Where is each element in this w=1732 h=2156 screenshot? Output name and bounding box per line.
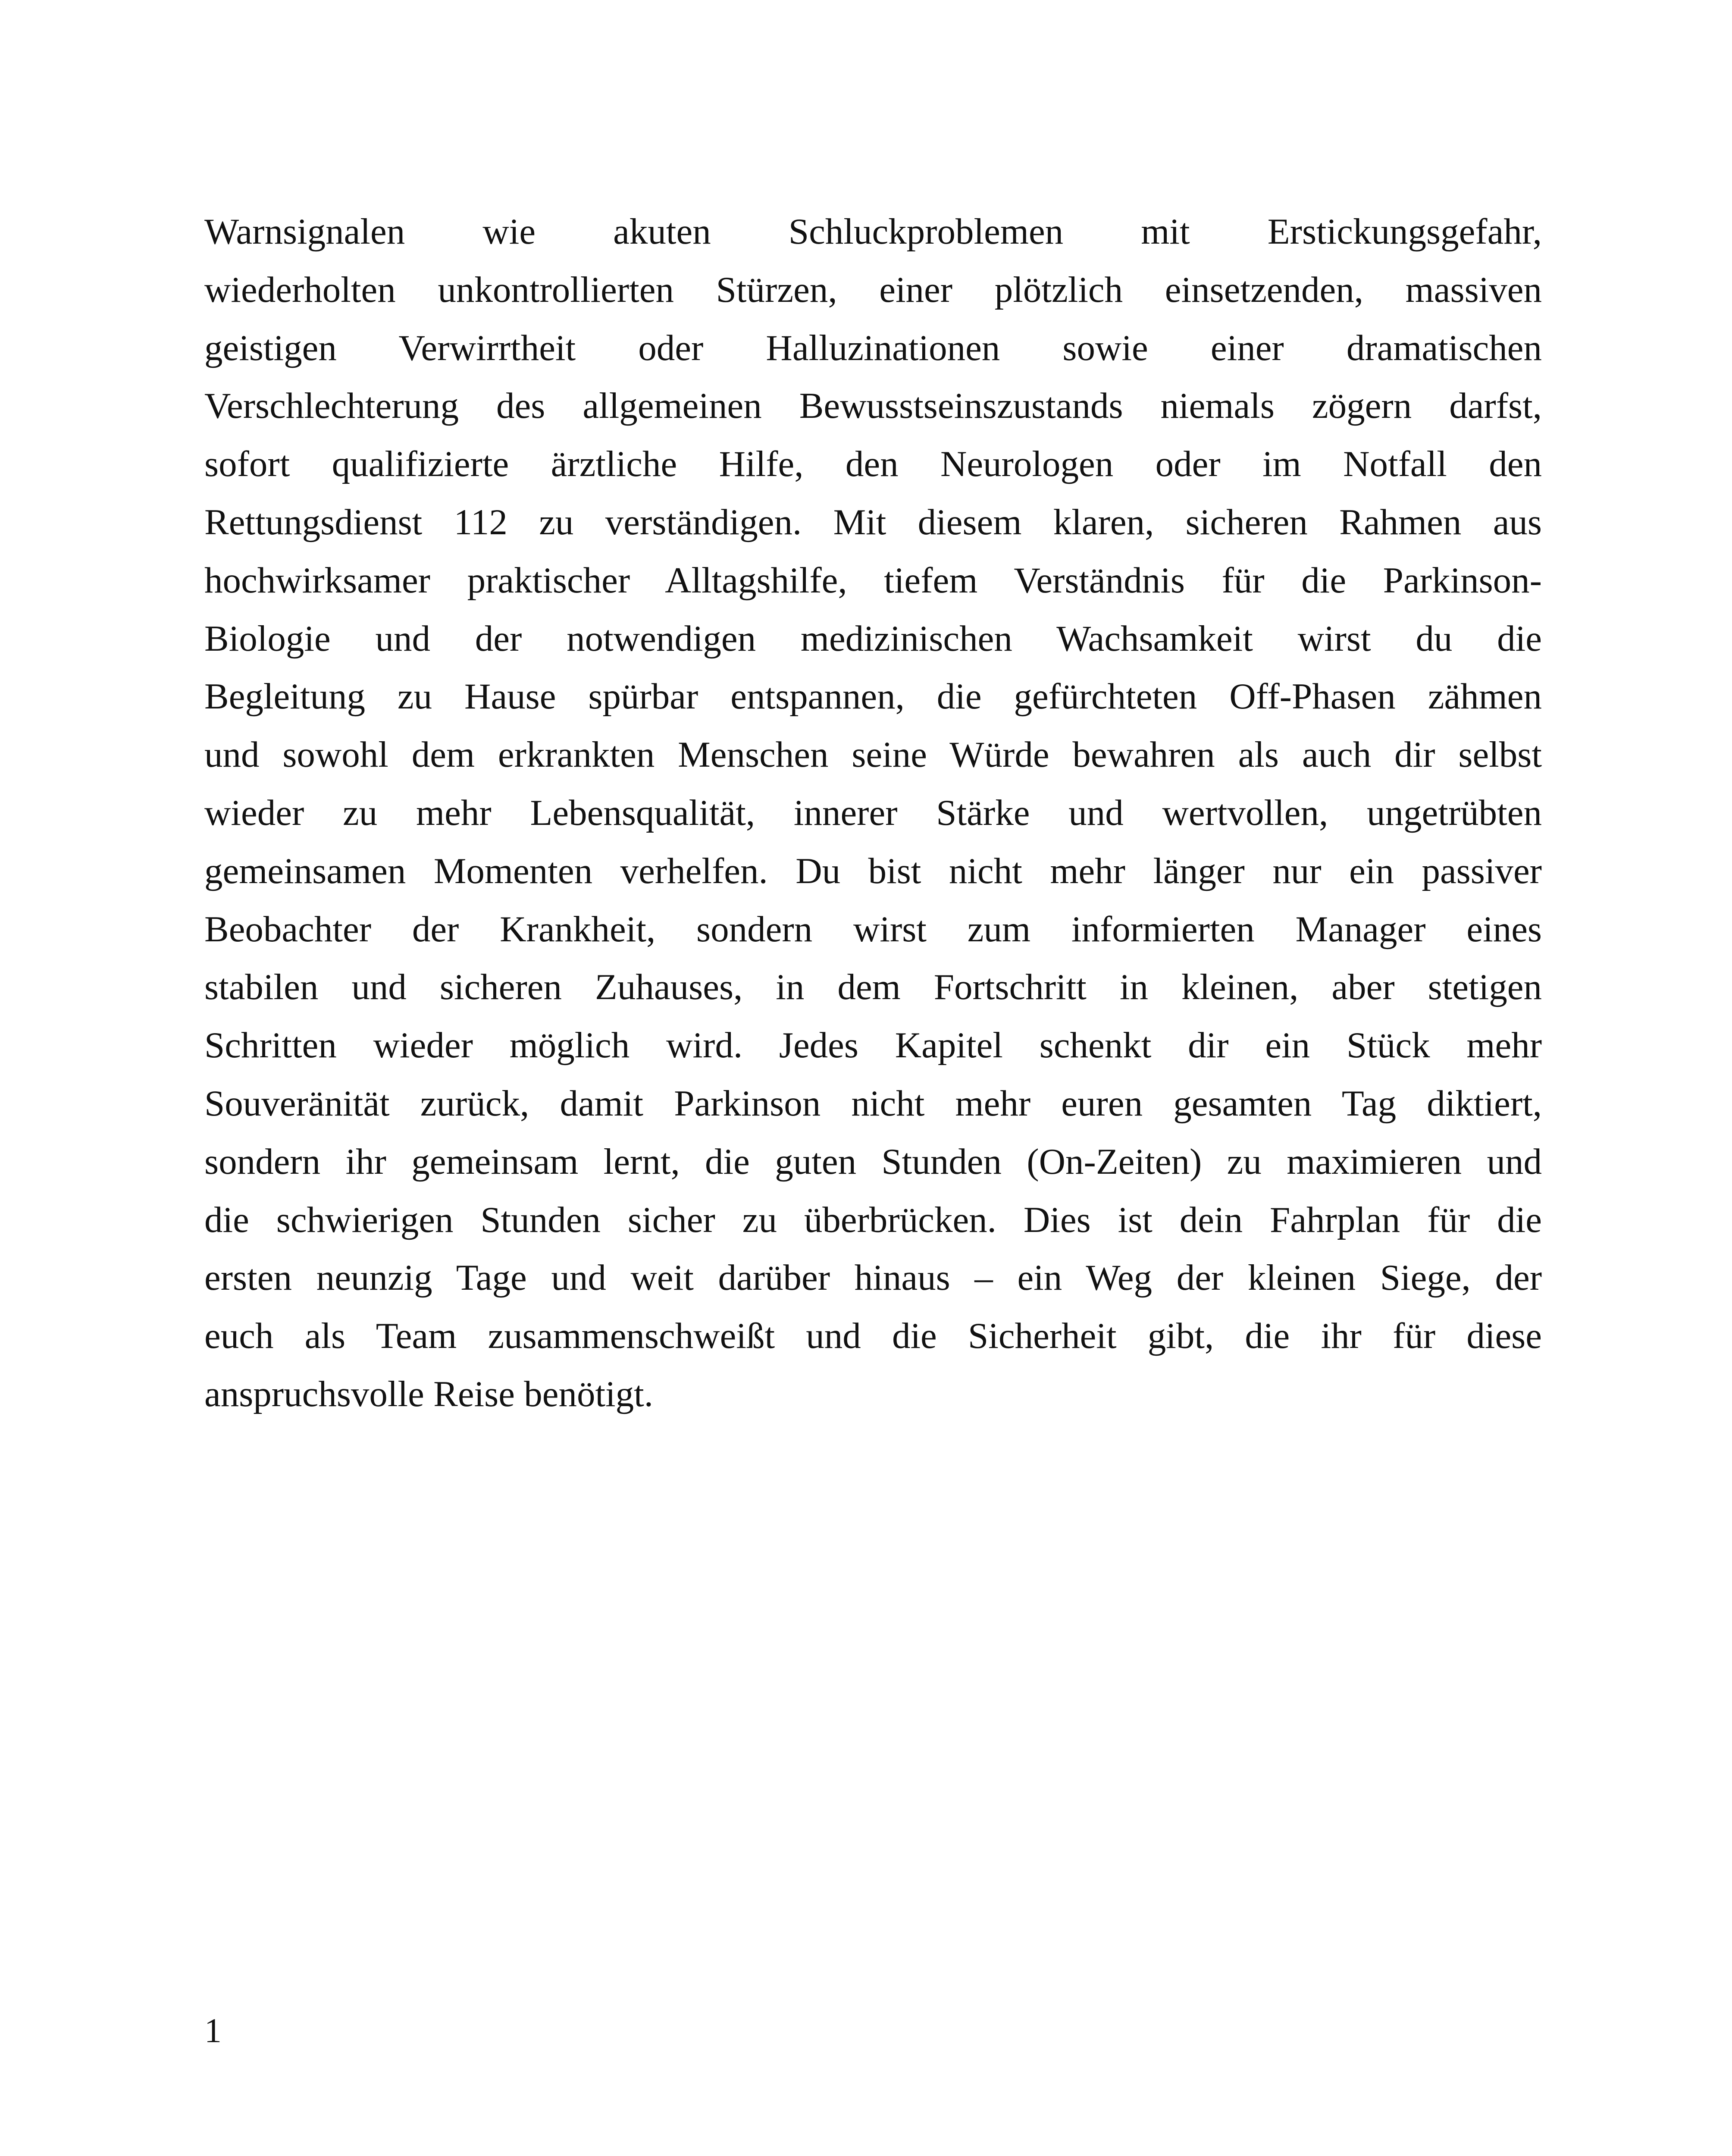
paragraph-line: stabilen und sicheren Zuhauses, in dem Fortschritt in kleinen, aber stetigen [204, 967, 1542, 1008]
paragraph-line: geistigen Verwirrtheit oder Halluzinationen sowie einer dramatischen [204, 327, 1542, 368]
paragraph-line: anspruchsvolle Reise benötigt. [204, 1373, 654, 1414]
page-number: 1 [204, 2012, 222, 2050]
paragraph-line: Beobachter der Krankheit, sondern wirst zum informierten Manager eines [204, 909, 1542, 950]
paragraph-line: gemeinsamen Momenten verhelfen. Du bist nicht mehr länger nur ein passiver [204, 850, 1542, 891]
paragraph-line: wiederholten unkontrollierten Stürzen, einer plötzlich einsetzenden, massiven [204, 269, 1542, 310]
paragraph-line: Verschlechterung des allgemeinen Bewusstseinszustands niemals zögern darfst, [204, 385, 1542, 426]
paragraph-line: Warnsignalen wie akuten Schluckproblemen mit Erstickungsgefahr, [204, 211, 1542, 252]
paragraph-line: euch als Team zusammenschweißt und die Sicherheit gibt, die ihr für diese [204, 1316, 1542, 1357]
paragraph-line: ersten neunzig Tage und weit darüber hinaus – ein Weg der kleinen Siege, der [204, 1257, 1542, 1298]
paragraph-line: sondern ihr gemeinsam lernt, die guten Stunden (On-Zeiten) zu maximieren und [204, 1141, 1542, 1182]
paragraph-line: die schwierigen Stunden sicher zu überbrücken. Dies ist dein Fahrplan für die [204, 1199, 1542, 1240]
paragraph-line: Biologie und der notwendigen medizinischen Wachsamkeit wirst du die [204, 618, 1542, 659]
paragraph-line: Souveränität zurück, damit Parkinson nicht mehr euren gesamten Tag diktiert, [204, 1083, 1542, 1124]
paragraph-line: wieder zu mehr Lebensqualität, innerer Stärke und wertvollen, ungetrübten [204, 792, 1542, 833]
paragraph-line: hochwirksamer praktischer Alltagshilfe, tiefem Verständnis für die Parkinson- [204, 560, 1542, 601]
body-paragraph [204, 203, 1542, 1423]
paragraph-line: Begleitung zu Hause spürbar entspannen, die gefürchteten Off-Phasen zähmen [204, 676, 1542, 717]
paragraph-line: Rettungsdienst 112 zu verständigen. Mit diesem klaren, sicheren Rahmen aus [204, 501, 1542, 542]
paragraph-line: Schritten wieder möglich wird. Jedes Kapitel schenkt dir ein Stück mehr [204, 1025, 1542, 1066]
paragraph-line: und sowohl dem erkrankten Menschen seine Würde bewahren als auch dir selbst [204, 734, 1542, 775]
paragraph-line: sofort qualifizierte ärztliche Hilfe, den Neurologen oder im Notfall den [204, 444, 1542, 485]
